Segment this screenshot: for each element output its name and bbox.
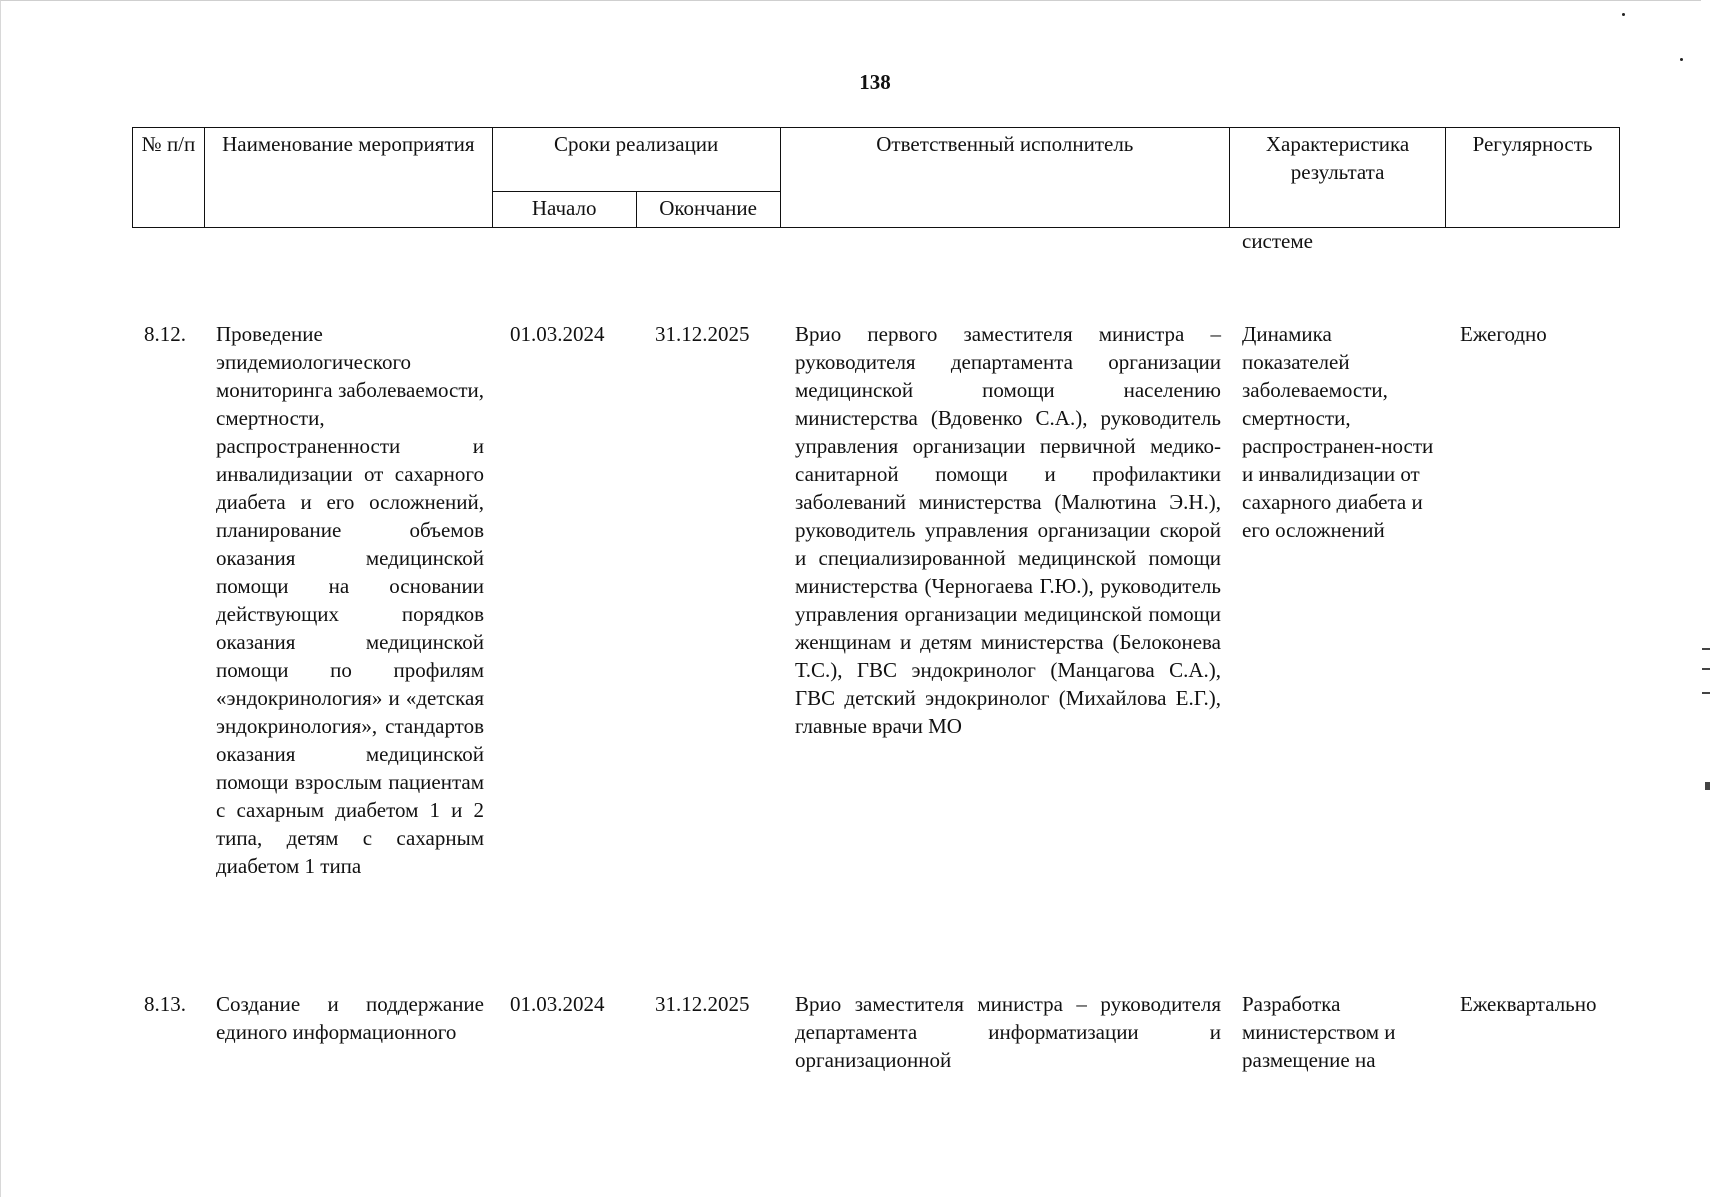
row-responsible: Врио первого заместителя министра – руководителя департамента организации медицинской помощи населению министерства (Вдовенко С.А.), руководитель управления организации первичной медико-санитарной помощи и профилактики заболеваний министерства (Малютина Э.Н.), руководитель управления организации скорой и специализированной медицинской помощи министерства (Черногаева Г.Ю.), руководитель управления организации медицинской помощи женщинам и детям министерства (Белоконева Т.С.), ГВС эндокринолог (Манцагова С.А.), ГВС детский эндокринолог (Михайлова Е.Г.), главные врачи МО — [795, 322, 1221, 738]
row-activity-name: Проведение эпидемиологического мониторинга заболеваемости, смертности, распространенности и инвалидизации от сахарного диабета и его осложнений, планирование объемов оказания медицинской помощи на основании действующих порядков оказания медицинской помощи по профилям «эндокринология» и «детская эндокринология», стандартов оказания медицинской помощи взрослым пациентам с сахарным диабетом 1 и 2 типа, детям с сахарным диабетом 1 типа — [216, 322, 484, 878]
carryover-text: системе — [1242, 229, 1313, 253]
page-number: 138 — [859, 70, 891, 94]
row-start-date: 01.03.2024 — [510, 992, 605, 1016]
scan-edge-mark — [1705, 782, 1710, 790]
row-result-characteristic: Разработка министерством и размещение на — [1242, 992, 1396, 1072]
header-terms: Сроки реализации — [492, 128, 780, 192]
row-responsible: Врио заместителя министра – руководителя департамента информатизации и организационной — [795, 992, 1221, 1072]
header-name: Наименование мероприятия — [204, 128, 492, 228]
header-characteristic: Характеристика результата — [1230, 128, 1446, 228]
row-activity-name: Создание и поддержание единого информационного — [216, 992, 484, 1044]
row-end-date: 31.12.2025 — [655, 322, 750, 346]
header-responsible: Ответственный исполнитель — [780, 128, 1230, 228]
row-number: 8.12. — [144, 322, 186, 346]
header-start: Начало — [492, 192, 636, 228]
scan-edge-mark — [1702, 648, 1710, 650]
row-number: 8.13. — [144, 992, 186, 1016]
row-regularity: Ежеквартально — [1460, 992, 1597, 1016]
header-regularity: Регулярность — [1446, 128, 1620, 228]
scan-speck — [1622, 13, 1625, 16]
table-header — [132, 127, 1620, 228]
row-start-date: 01.03.2024 — [510, 322, 605, 346]
header-num: № п/п — [133, 128, 205, 228]
scan-speck — [1680, 58, 1683, 61]
row-regularity: Ежегодно — [1460, 322, 1547, 346]
header-end: Окончание — [636, 192, 780, 228]
row-end-date: 31.12.2025 — [655, 992, 750, 1016]
scan-edge-mark — [1702, 692, 1710, 694]
row-result-characteristic: Динамика показателей заболеваемости, смертности, распространен-ности и инвалидизации от сахарного диабета и его осложнений — [1242, 322, 1434, 542]
scan-edge-mark — [1702, 668, 1710, 670]
